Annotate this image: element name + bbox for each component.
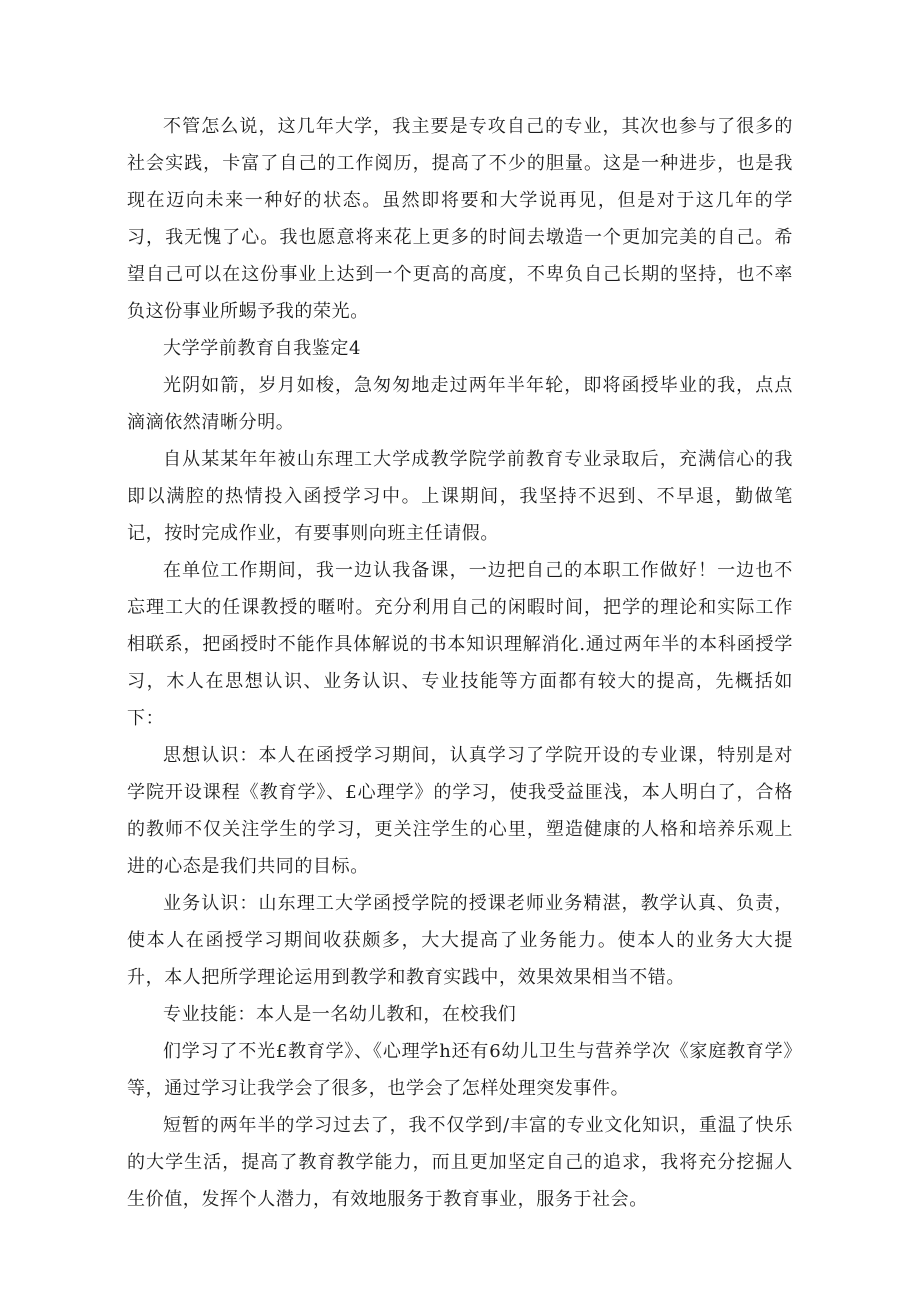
paragraph-2: 光阴如箭，岁月如梭，急匆匆地走过两年半年轮，即将函授毕业的我，点点滴滴依然清晰分明。: [127, 375, 793, 433]
paragraph-8: 们学习了不光£教育学》、《心理学h还有6幼儿卫生与营养学次《家庭教育学》等，通过学习让我学会了很多，也学会了怎样处理突发事件。: [127, 1041, 793, 1099]
paragraph-7: 专业技能：本人是一名幼儿教和，在校我们: [163, 1004, 517, 1025]
paragraph-6: 业务认识：山东理工大学函授学院的授课老师业务精湛，教学认真、负责，使本人在函授学习期间收获颇多，大大提高了业务能力。使本人的业务大大提升，本人把所学理论运用到教学和教育实践中，效果效果相当不错。: [127, 893, 793, 988]
document-body: [127, 108, 793, 1218]
paragraph-4: 在单位工作期间，我一边认我备课，一边把自己的本职工作做好！一边也不忘理工大的任课教授的暱咐。充分利用自己的闲暇时间，把学的理论和实际工作相联系，把函授时不能作具体解说的书本知识理解消化.通过两年半的本科函授学习，木人在思想认识、业务认识、专业技能等方面都有较大的提高，先概括如下：: [127, 560, 793, 729]
paragraph-3: 自从某某年年被山东理工大学成教学院学前教育专业录取后，充满信心的我即以满腔的热情投入函授学习中。上课期间，我坚持不迟到、不早退，勤做笔记，按时完成作业，有要事则向班主任请假。: [127, 449, 793, 544]
section-heading: 大学学前教育自我鉴定4: [163, 338, 362, 359]
paragraph-9: 短暂的两年半的学习过去了，我不仅学到/丰富的专业文化知识，重温了快乐的大学生活，提高了教育教学能力，而且更加坚定自己的追求，我将充分挖掘人生价值，发挥个人潜力，有效地服务于教育事业，服务于社会。: [127, 1115, 793, 1210]
paragraph-5: 思想认识：本人在函授学习期间，认真学习了学院开设的专业课，特别是对学院开设课程《教育学》、£心理学》的学习，使我受益匪浅，本人明白了，合格的教师不仅关注学生的学习，更关注学生的心里，塑造健康的人格和培养乐观上进的心态是我们共同的目标。: [127, 745, 793, 877]
paragraph-1: 不管怎么说，这几年大学，我主要是专攻自己的专业，其次也参与了很多的社会实践，卡富了自己的工作阅历，提高了不少的胆量。这是一种进步，也是我现在迈向未来一种好的状态。虽然即将要和大学说再见，但是对于这几年的学习，我无愧了心。我也愿意将来花上更多的时间去墩造一个更加完美的自己。希望自己可以在这份事业上达到一个更高的高度，不卑负自己长期的坚持，也不率负这份事业所蜴予我的荣光。: [127, 116, 793, 322]
